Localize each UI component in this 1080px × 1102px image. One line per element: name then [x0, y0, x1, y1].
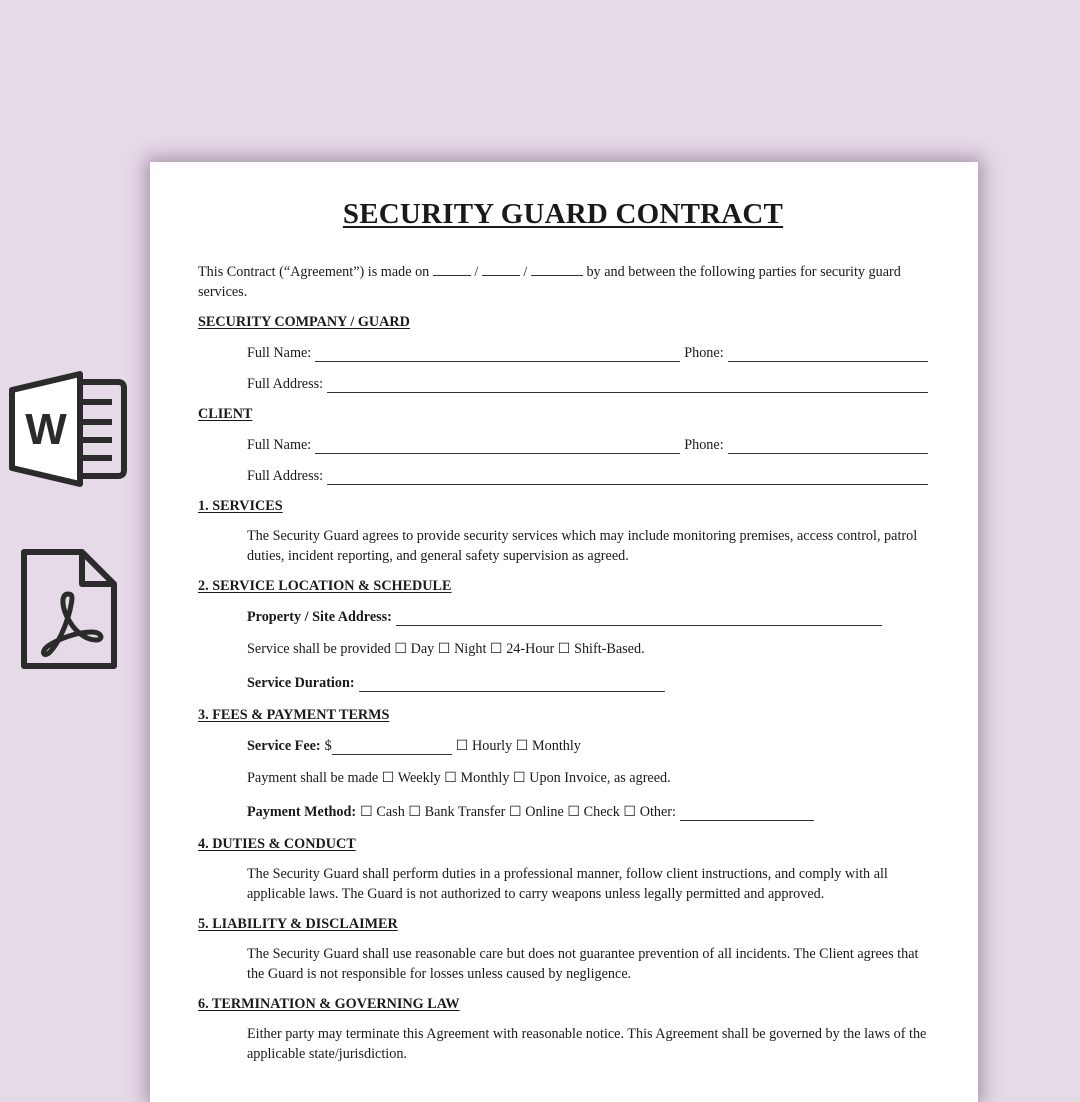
services-text: The Security Guard agrees to provide security services which may include monitoring premises, access control, patrol duties, incident reporting, and general safety supervision as agreed. — [247, 528, 918, 564]
service-duration-row — [247, 672, 928, 692]
duties-text: The Security Guard shall perform duties in a professional manner, follow client instructions, and comply with all applicable laws. The Guard is not authorized to carry weapons unless legally permitted and approved. — [247, 866, 888, 902]
duties-heading: 4. DUTIES & CONDUCT — [198, 836, 356, 852]
company-address-field[interactable] — [327, 377, 928, 393]
service-fee-field[interactable] — [332, 739, 452, 755]
company-name-label: Full Name: — [247, 345, 312, 361]
company-address-row — [247, 373, 928, 393]
company-name-row — [247, 342, 928, 362]
date-year-blank[interactable] — [531, 261, 583, 276]
client-address-row — [247, 465, 928, 485]
service-duration-field[interactable] — [359, 676, 665, 692]
service-fee-label: Service Fee: — [247, 738, 321, 754]
location-heading: 2. SERVICE LOCATION & SCHEDULE — [198, 578, 452, 594]
payment-method-row — [247, 801, 928, 821]
date-day-blank[interactable] — [433, 261, 471, 276]
fee-options[interactable]: ☐ Hourly ☐ Monthly — [455, 738, 581, 754]
liability-heading: 5. LIABILITY & DISCLAIMER — [198, 916, 398, 932]
liability-text: The Security Guard shall use reasonable care but does not guarantee prevention of all incidents. The Client agrees that the Guard is not responsible for losses unless caused by negligence. — [247, 946, 919, 982]
company-phone-field[interactable] — [728, 346, 928, 362]
intro-paragraph: This Contract (“Agreement”) is made on / / by and between the following parties for security guard services. — [198, 261, 928, 302]
client-name-field[interactable] — [315, 438, 680, 454]
contract-title: SECURITY GUARD CONTRACT — [342, 198, 784, 230]
payment-method-label: Payment Method: — [247, 804, 357, 820]
word-letter: W — [25, 405, 67, 454]
payment-schedule-text: Payment shall be made ☐ Weekly ☐ Monthly ☐ Upon Invoice, as agreed. — [247, 770, 671, 786]
company-address-label: Full Address: — [247, 376, 324, 392]
payment-other-field[interactable] — [680, 805, 814, 821]
client-phone-field[interactable] — [728, 438, 928, 454]
pdf-file-icon — [20, 548, 118, 670]
service-duration-label: Service Duration: — [247, 675, 355, 691]
service-provided-text: Service shall be provided ☐ Day ☐ Night ☐ 24-Hour ☐ Shift-Based. — [247, 641, 645, 657]
payment-method-options[interactable]: ☐ Cash ☐ Bank Transfer ☐ Online ☐ Check ☐ Other: — [360, 804, 676, 820]
company-name-field[interactable] — [315, 346, 680, 362]
services-heading: 1. SERVICES — [198, 498, 283, 514]
termination-heading: 6. TERMINATION & GOVERNING LAW — [198, 996, 460, 1012]
termination-text: Either party may terminate this Agreement with reasonable notice. This Agreement shall be governed by the laws of the applicable state/jurisdiction. — [247, 1026, 927, 1062]
client-address-field[interactable] — [327, 469, 928, 485]
client-address-label: Full Address: — [247, 468, 324, 484]
company-phone-label: Phone: — [684, 345, 724, 361]
company-heading: SECURITY COMPANY / GUARD — [198, 314, 410, 330]
fees-heading: 3. FEES & PAYMENT TERMS — [198, 707, 390, 723]
date-month-blank[interactable] — [482, 261, 520, 276]
client-phone-label: Phone: — [684, 437, 724, 453]
word-file-icon — [8, 370, 128, 488]
site-address-row — [247, 606, 928, 626]
contract-page — [150, 162, 978, 1102]
client-name-row — [247, 434, 928, 454]
client-heading: CLIENT — [198, 406, 253, 422]
site-address-field[interactable] — [396, 610, 882, 626]
fee-currency: $ — [324, 738, 332, 754]
client-name-label: Full Name: — [247, 437, 312, 453]
site-address-label: Property / Site Address: — [247, 609, 392, 625]
service-fee-row — [247, 735, 928, 755]
